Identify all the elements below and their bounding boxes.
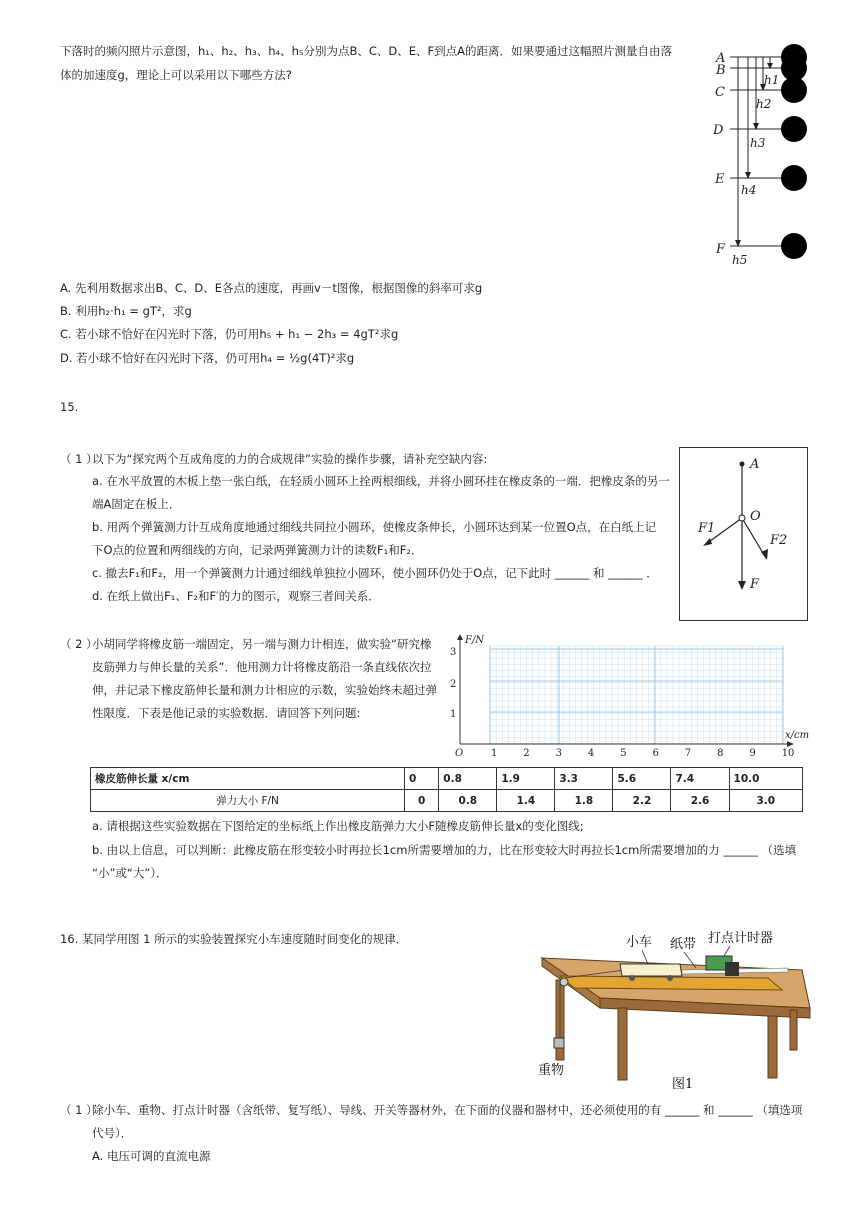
graph-x-tick: 9 (749, 748, 756, 759)
table-row (91, 790, 803, 812)
table-cell: 2.2 (613, 790, 671, 812)
graph-x-tick: 4 (587, 748, 595, 759)
graph-x-tick: 5 (620, 748, 627, 759)
label-F: F (750, 577, 760, 592)
table-cell: 0.8 (439, 768, 497, 790)
label-weight: 重物 (538, 1063, 565, 1078)
table-cell: 2.6 (671, 790, 729, 812)
q15-part2-line3: 伸，并记录下橡皮筋伸长量和测力计相应的示数，实验始终未超过弹 (92, 683, 437, 697)
table-cell: 0 (405, 790, 439, 812)
q16-part1-line2: 代号）． (92, 1126, 133, 1140)
point-A (740, 462, 745, 467)
graph-x-tick: 2 (523, 748, 530, 759)
label-force-A: A (750, 457, 760, 472)
data-table (90, 767, 803, 812)
table-cell: 1.8 (555, 790, 613, 812)
label-force-O: O (750, 509, 761, 524)
table-cell: 10.0 (729, 768, 802, 790)
q15-question-b1: b. 由以上信息，可以判断：此橡皮筋在形变较小时再拉长1cm所需要增加的力，比在形变较大时再拉长1cm所需要增加的力 ______ （选填 (92, 843, 797, 857)
graph-y-tick-1: 1 (450, 709, 457, 720)
label-h2: h2 (756, 97, 772, 111)
label-h5: h5 (732, 253, 748, 267)
table-cell: 0 (405, 768, 439, 790)
table-cell: 1.9 (497, 768, 555, 790)
label-h1: h1 (764, 73, 780, 87)
force-diagram-box (679, 447, 808, 621)
q15-question-b2: “小”或“大”）． (92, 866, 168, 880)
q14-intro-line2: 体的加速度g，理论上可以采用以下哪些方法? (60, 68, 292, 82)
q15-question-a: a. 请根据这些实验数据在下图给定的坐标纸上作出橡皮筋弹力大小F随橡皮筋伸长量x的变化图线; (92, 819, 584, 833)
q15-part2-line2: 皮筋弹力与伸长量的关系”．他用测力计将橡皮筋沿一条直线依次拉 (92, 660, 432, 674)
graph-y-tick-2: 2 (450, 679, 457, 690)
q15-part2-label: （ 2 ） (60, 637, 98, 651)
graph-x-tick: 7 (684, 748, 692, 759)
graph-x-tick: 6 (652, 748, 659, 759)
graph-x-label: x/cm (785, 730, 810, 741)
graph-origin: O (455, 748, 464, 759)
q16-part1-line1: 除小车、重物、打点计时器（含纸带、复写纸）、导线、开关等器材外，在下面的仪器和器材中，还必须使用的有 ______ 和 ______ （填选项 (92, 1103, 803, 1117)
table-header-f: 弹力大小 F/N (91, 790, 405, 812)
label-D: D (713, 123, 724, 138)
table-cell: 1.4 (497, 790, 555, 812)
q16-part1-label: （ 1 ） (60, 1103, 98, 1117)
table-cell: 3.3 (555, 768, 613, 790)
force-diagram (680, 448, 807, 620)
q15-step-a1: a. 在水平放置的木板上垫一张白纸，在轻质小圆环上拴两根细线，并将小圆环挂在橡皮条的一端．把橡皮条的另一 (92, 474, 670, 488)
label-C: C (715, 85, 725, 100)
cart-apparatus-figure (520, 920, 815, 1095)
graph-paper (445, 632, 815, 762)
label-car: 小车 (626, 935, 653, 950)
graph-y-tick-3: 3 (450, 647, 457, 658)
label-figure-caption: 图1 (672, 1077, 694, 1092)
label-A: A (716, 51, 726, 66)
q15-step-b2: 下O点的位置和两细线的方向，记录两弹簧测力计的读数F₁和F₂． (92, 543, 423, 557)
table-cell: 5.6 (613, 768, 671, 790)
label-timer: 打点计时器 (708, 931, 774, 946)
free-fall-figure (708, 42, 818, 274)
graph-y-label: F/N (465, 635, 485, 646)
table-cell: 3.0 (729, 790, 802, 812)
table-cell: 0.8 (439, 790, 497, 812)
q15-part1-intro: 以下为“探究两个互成角度的力的合成规律”实验的操作步骤，请补充空缺内容: (92, 452, 488, 466)
table-header-x: 橡皮筋伸长量 x/cm (91, 768, 405, 790)
q15-part2-line4: 性限度．下表是他记录的实验数据．请回答下列问题: (92, 706, 361, 720)
label-B: B (716, 63, 726, 78)
q16-option-a: A. 电压可调的直流电源 (92, 1149, 211, 1163)
q15-number: 15. (60, 400, 79, 414)
table-row (91, 768, 803, 790)
label-h3: h3 (750, 136, 766, 150)
label-F: F (716, 242, 726, 257)
graph-x-tick: 1 (491, 748, 498, 759)
table-cell: 7.4 (671, 768, 729, 790)
q15-step-b1: b. 用两个弹簧测力计互成角度地通过细线共同拉小圆环，使橡皮条伸长，小圆环达到某一位置O点，在白纸上记 (92, 520, 657, 534)
q15-step-a2: 端A固定在板上． (92, 497, 181, 511)
q16-stem: 16. 某同学用图 1 所示的实验装置探究小车速度随时间变化的规律． (60, 932, 408, 946)
graph-x-tick: 8 (717, 748, 724, 759)
graph-x-tick: 3 (555, 748, 562, 759)
q14-option-c: C. 若小球不恰好在闪光时下落，仍可用h₅ + h₁ − 2h₃ = 4gT²求g (60, 327, 399, 341)
q15-step-d: d. 在纸上做出F₁、F₂和F′的力的图示，观察三者间关系． (92, 589, 380, 603)
point-O (739, 515, 745, 521)
q15-part1-label: （ 1 ） (60, 452, 98, 466)
q14-option-a: A. 先利用数据求出B、C、D、E各点的速度，再画v－t图像，根据图像的斜率可求g (60, 281, 483, 295)
label-F1: F1 (698, 521, 716, 536)
label-tape: 纸带 (670, 937, 697, 952)
graph-x-tick: 10 (781, 748, 795, 759)
q14-option-d: D. 若小球不恰好在闪光时下落，仍可用h₄ = ½g(4T)²求g (60, 351, 355, 365)
label-E: E (715, 172, 725, 187)
q15-part2-line1: 小胡同学将橡皮筋一端固定，另一端与测力计相连，做实验“研究橡 (92, 637, 432, 651)
q15-step-c: c. 撤去F₁和F₂，用一个弹簧测力计通过细线单独拉小圆环，使小圆环仍处于O点，记下此时 ______ 和 ______ ． (92, 566, 658, 580)
label-h4: h4 (741, 183, 757, 197)
q14-option-b: B. 利用h₂·h₁ = gT²，求g (60, 304, 192, 318)
q14-intro-line1: 下落时的频闪照片示意图，h₁、h₂、h₃、h₄、h₅分别为点B、C、D、E、F到点A的距离．如果要通过这幅照片测量自由落 (60, 44, 673, 58)
label-F2: F2 (770, 533, 788, 548)
